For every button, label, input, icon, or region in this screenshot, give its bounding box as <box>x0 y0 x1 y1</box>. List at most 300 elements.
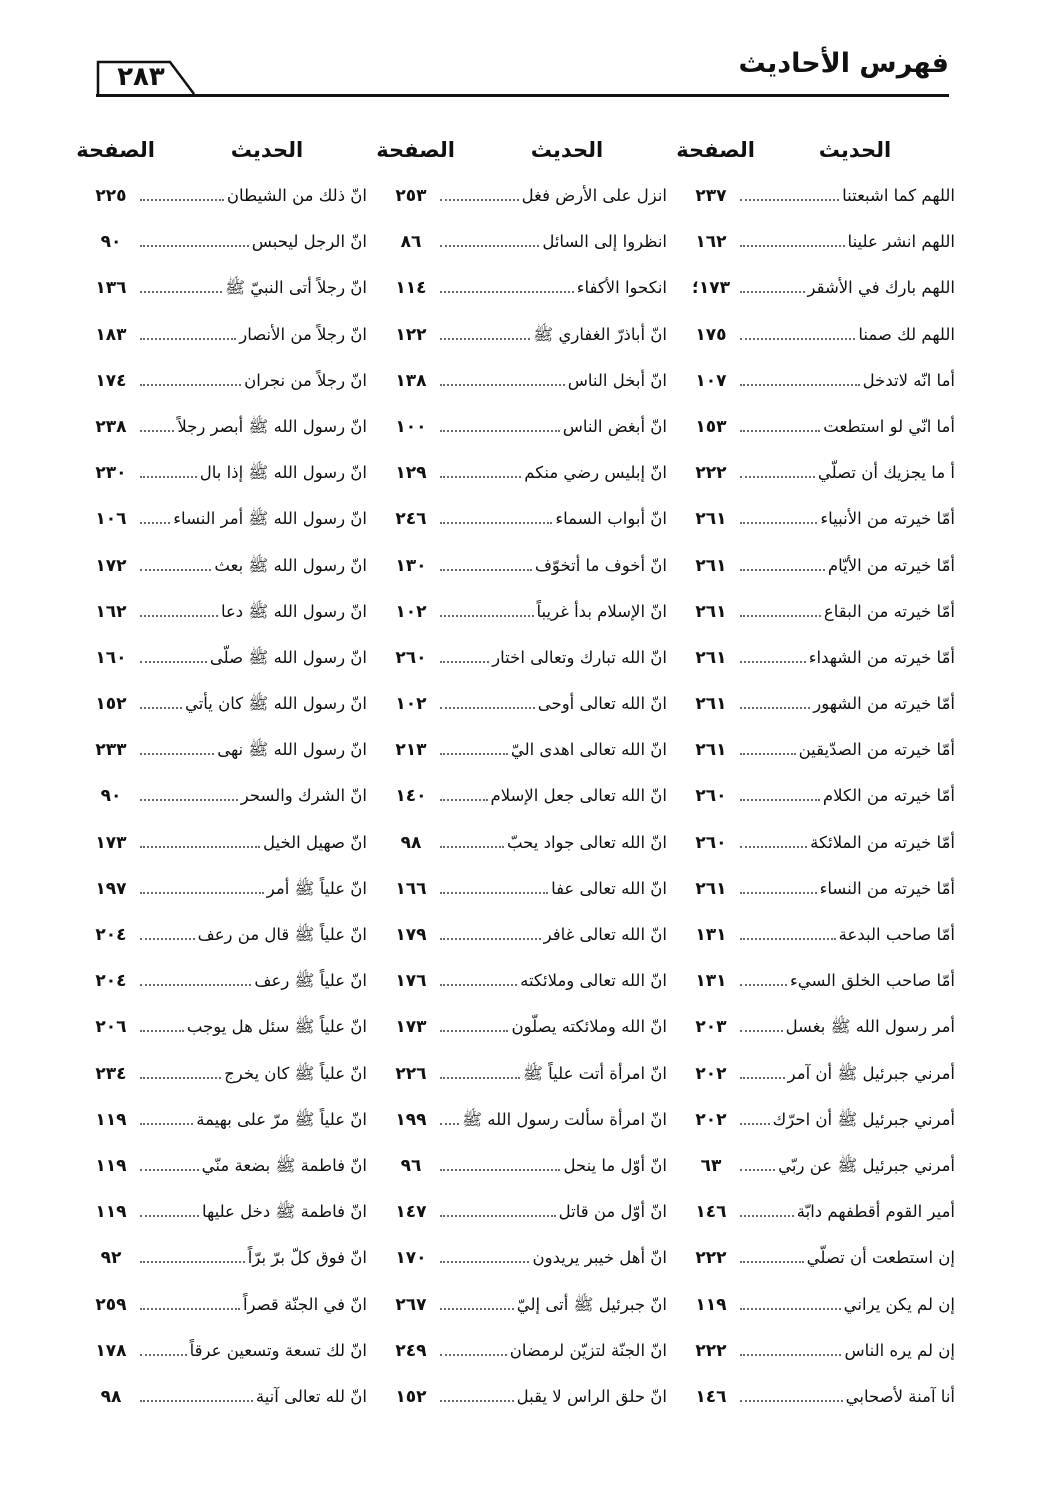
hadith-text: انّ فوق كلّ برّ برّاً <box>247 1248 367 1268</box>
column-heading-hadith: الحديث <box>530 138 604 162</box>
index-entry <box>85 925 367 971</box>
hadith-text: انّ رسول الله ﷺ أمر النساء <box>173 509 367 529</box>
index-entry <box>85 694 367 740</box>
hadith-text: أمرني جبرئيل ﷺ أن آمر <box>787 1063 955 1083</box>
hadith-text: انّ رسول الله ﷺ إذا بال <box>199 463 367 483</box>
dot-leader <box>140 787 238 802</box>
page-ref: ٢٣٣ <box>95 740 127 761</box>
hadith-text: أمّا خيرته من الأنبياء <box>820 509 955 529</box>
index-entry <box>685 1248 955 1294</box>
hadith-text: انّ أباذرّ الغفاري ﷺ <box>533 324 667 344</box>
dot-leader <box>140 556 211 571</box>
dot-leader <box>140 371 241 386</box>
page-ref: ١٣١ <box>695 925 727 945</box>
index-entry <box>385 186 667 232</box>
index-entry <box>685 1156 955 1202</box>
dot-leader <box>140 1156 199 1171</box>
page-ref: ١٨٣ <box>95 324 127 345</box>
hadith-text: انّ فاطمة ﷺ دخل عليها <box>201 1202 367 1222</box>
hadith-text: انّ الله تعالى جواد يحبّ <box>506 832 667 852</box>
page-ref: ١٩٩ <box>395 1109 427 1130</box>
hadith-text: انّ صهيل الخيل <box>262 832 367 852</box>
dot-leader <box>740 417 820 432</box>
page-ref: ٢٠٣ <box>695 1017 727 1038</box>
hadith-text: انّ ذلك من الشيطان <box>226 186 367 205</box>
index-entry <box>385 1017 667 1063</box>
hadith-text: إن لم يره الناس <box>844 1340 955 1360</box>
hadith-text: أمّا خيرته من الصدّيقين <box>798 740 955 760</box>
page-ref: ٢٦٧ <box>395 1294 427 1315</box>
hadith-text: انّ علياً ﷺ أمر <box>266 878 367 898</box>
column-header <box>76 138 367 172</box>
page-ref: ٢٤٦ <box>395 509 427 530</box>
dot-leader <box>140 971 251 986</box>
dot-leader <box>140 1110 193 1125</box>
page-ref: ١٠٦ <box>95 509 127 530</box>
page-ref: ١٧٦ <box>395 971 427 992</box>
index-entry <box>685 556 955 602</box>
column-header <box>376 138 667 172</box>
hadith-text: انّ امرأة أتت علياً ﷺ <box>522 1063 667 1083</box>
index-entry <box>385 1295 667 1341</box>
hadith-text: انّ علياً ﷺ سئل هل يوجب <box>186 1017 367 1037</box>
hadith-text: إن استطعت أن تصلّي <box>806 1248 955 1268</box>
page-ref: ٩٨ <box>400 832 422 853</box>
page-ref: ٢٦١ <box>695 740 727 761</box>
page-ref: ١٠٢ <box>395 601 427 622</box>
hadith-text: انّ الله تبارك وتعالى اختار <box>492 647 667 667</box>
dot-leader <box>140 1248 245 1263</box>
hadith-text: أمّا خيرته من الملائكة <box>810 832 955 852</box>
hadith-text: انّ الله تعالى اهدى اليّ <box>510 740 667 760</box>
entry-list <box>685 186 955 1433</box>
index-entry <box>685 833 955 879</box>
page-ref: ٢٦٠ <box>695 786 727 807</box>
index-entry <box>385 925 667 971</box>
index-entry <box>85 1295 367 1341</box>
page-ref: ١١٩ <box>695 1294 727 1315</box>
dot-leader <box>740 694 810 709</box>
page-ref: ٢٣٨ <box>95 416 127 437</box>
dot-leader <box>440 879 548 894</box>
hadith-text: أمير القوم أقطفهم دابّة <box>796 1202 955 1222</box>
page-ref: ٢٦٠ <box>695 832 727 853</box>
hadith-text: انّ علياً ﷺ رعف <box>254 971 367 991</box>
hadith-text: أمرني جبرئيل ﷺ أن احرّك <box>772 1109 955 1129</box>
index-entry <box>85 648 367 694</box>
page-ref: ٢٥٣ <box>395 186 427 206</box>
index-entry <box>385 325 667 371</box>
page-ref: ١٦٢ <box>695 232 727 253</box>
page-ref: ١٧٣ <box>395 1017 427 1038</box>
page-ref: ١١٩ <box>95 1155 127 1176</box>
hadith-text: أمّا خيرته من البقاع <box>823 601 955 621</box>
dot-leader <box>740 232 845 247</box>
hadith-text: انّ رجلاً أتى النبيّ ﷺ <box>225 278 367 298</box>
index-entry <box>385 232 667 278</box>
dot-leader <box>440 971 517 986</box>
page-number-box <box>96 58 196 94</box>
page-ref: ٦٣ <box>700 1155 722 1176</box>
dot-leader <box>440 509 552 524</box>
index-entry <box>685 786 955 832</box>
index-entry <box>685 509 955 555</box>
page-ref: ١٢٩ <box>395 463 427 484</box>
index-entry <box>685 1387 955 1433</box>
dot-leader <box>740 648 806 663</box>
index-entry <box>385 694 667 740</box>
index-entry <box>385 1110 667 1156</box>
dot-leader <box>740 833 807 848</box>
page-ref: ٩٠ <box>100 232 122 253</box>
index-entry <box>85 1202 367 1248</box>
page-ref: ١٠٢ <box>395 694 427 715</box>
index-entry <box>85 278 367 324</box>
page-ref: ١٧٩ <box>395 925 427 945</box>
dot-leader <box>740 879 817 894</box>
index-entry <box>85 371 367 417</box>
page-ref: ٢٠٢ <box>695 1109 727 1130</box>
index-entry <box>85 417 367 463</box>
index-entry <box>385 648 667 694</box>
index-entry <box>385 463 667 509</box>
dot-leader <box>440 1064 520 1079</box>
entry-list <box>385 186 667 1433</box>
dot-leader <box>140 602 218 617</box>
hadith-text: انّ رجلاً من الأنصار <box>239 324 367 344</box>
dot-leader <box>440 232 539 247</box>
page-ref: ١٤٧ <box>395 1202 427 1223</box>
entry-list <box>85 186 367 1433</box>
dot-leader <box>140 509 170 524</box>
index-entry <box>385 556 667 602</box>
page-ref: ٢٥٩ <box>95 1294 127 1315</box>
index-entry <box>685 694 955 740</box>
dot-leader <box>440 279 574 294</box>
index-entry <box>685 186 955 232</box>
dot-leader <box>740 1295 841 1310</box>
page-ref: ١٤٦ <box>695 1202 727 1223</box>
index-entry <box>685 971 955 1017</box>
dot-leader <box>140 279 222 294</box>
page-ref: ١١٤ <box>395 278 427 299</box>
hadith-text: انّ علياً ﷺ كان يخرج <box>224 1063 367 1083</box>
index-column-3 <box>76 138 367 1433</box>
hadith-text: انّ أهل خيبر يريدون <box>532 1248 667 1268</box>
hadith-text: انّ علياً ﷺ مرّ على بهيمة <box>196 1109 367 1129</box>
dot-leader <box>740 1248 804 1263</box>
index-entry <box>85 325 367 371</box>
page-ref: ٢١٣ <box>395 740 427 761</box>
dot-leader <box>140 417 174 432</box>
page-ref: ٢٢٥ <box>95 186 127 206</box>
page-ref: ١١٩ <box>95 1109 127 1130</box>
index-entry <box>85 1248 367 1294</box>
index-column-2 <box>376 138 667 1433</box>
index-entry <box>685 1202 955 1248</box>
hadith-text: انّ رسول الله ﷺ بعث <box>214 555 367 575</box>
page-ref: ١٦٠ <box>95 647 127 668</box>
hadith-text: انّ رسول الله ﷺ أبصر رجلاً <box>177 416 367 436</box>
dot-leader <box>740 325 855 340</box>
page-ref: ٩٨ <box>100 1386 122 1407</box>
dot-leader <box>140 232 249 247</box>
index-entry <box>85 509 367 555</box>
index-entry <box>385 278 667 324</box>
dot-leader <box>740 463 815 478</box>
dot-leader <box>440 740 508 755</box>
dot-leader <box>440 186 519 201</box>
index-entry <box>85 186 367 232</box>
hadith-text: انّ الله تعالى عفا <box>551 878 667 898</box>
dot-leader <box>140 925 195 940</box>
index-entry <box>85 879 367 925</box>
page-ref: ١٣٦ <box>95 278 127 299</box>
page-ref: ١٧٣ <box>95 832 127 853</box>
dot-leader <box>740 740 796 755</box>
dot-leader <box>140 325 236 340</box>
hadith-text: انّ الجنّة لتزيّن لرمضان <box>509 1340 667 1360</box>
index-entry <box>685 648 955 694</box>
header-rule <box>96 94 949 97</box>
dot-leader <box>440 602 534 617</box>
hadith-text: انّ رجلاً من نجران <box>244 370 367 390</box>
index-entry <box>385 417 667 463</box>
index-entry <box>385 1341 667 1387</box>
index-entry <box>685 325 955 371</box>
hadith-text: أمّا خيرته من الشهور <box>813 694 955 714</box>
dot-leader <box>440 1341 507 1356</box>
index-entry <box>385 740 667 786</box>
hadith-text: اللهم لك صمنا <box>858 324 955 344</box>
dot-leader <box>740 1387 843 1402</box>
page-ref: ١٧٨ <box>95 1340 127 1361</box>
page-ref: ٨٦ <box>400 232 422 253</box>
index-entry <box>685 1295 955 1341</box>
page-ref: ١٥٣ <box>695 416 727 437</box>
hadith-text: إن لم يكن يراني <box>843 1294 955 1314</box>
dot-leader <box>740 186 839 201</box>
dot-leader <box>140 1341 187 1356</box>
column-heading-hadith: الحديث <box>818 138 892 162</box>
index-entry <box>685 925 955 971</box>
dot-leader <box>440 417 560 432</box>
hadith-text: أمّا صاحب الخلق السيء <box>790 971 955 991</box>
page-number: ٢٨٣ <box>117 62 165 92</box>
hadith-text: انّ امرأة سألت رسول الله ﷺ <box>462 1109 667 1129</box>
hadith-text: انّ أبخل الناس <box>567 370 667 390</box>
dot-leader <box>140 1387 253 1402</box>
hadith-text: انّ أوّل ما ينحل <box>563 1155 667 1175</box>
index-entry <box>385 833 667 879</box>
dot-leader <box>440 787 488 802</box>
page-ref: ٩٠ <box>100 786 122 807</box>
page-ref: ١٦٦ <box>395 878 427 899</box>
page-ref: ١٣٠ <box>395 555 427 576</box>
dot-leader <box>440 833 504 848</box>
page-ref: ٢٤٩ <box>395 1340 427 1361</box>
page-ref: ١٥٢ <box>95 694 127 715</box>
dot-leader <box>740 925 836 940</box>
hadith-text: أمّا خيرته من الأيّام <box>827 555 955 575</box>
dot-leader <box>740 1064 785 1079</box>
page-ref: ٢٦١ <box>695 647 727 668</box>
dot-leader <box>740 602 821 617</box>
page-ref: ١٠٠ <box>395 416 427 437</box>
index-entry <box>685 463 955 509</box>
page-ref: ١٣٨ <box>395 370 427 391</box>
dot-leader <box>740 1018 783 1033</box>
hadith-text: انّ الرجل ليحبس <box>251 232 367 252</box>
hadith-text: اللهم بارك في الأشقر <box>807 278 955 298</box>
hadith-text: انّ أبغض الناس <box>562 416 667 436</box>
hadith-text: انّ جبرئيل ﷺ أتى إليّ <box>516 1294 667 1314</box>
index-entry <box>685 879 955 925</box>
page-ref: ٢٦١ <box>695 509 727 530</box>
hadith-text: أمرني جبرئيل ﷺ عن ربّي <box>778 1155 955 1175</box>
dot-leader <box>140 1018 184 1033</box>
hadith-text: انزل على الأرض فغل <box>521 186 667 205</box>
dot-leader <box>740 279 805 294</box>
hadith-text: انّ الله تعالى وملائكته <box>520 971 667 991</box>
dot-leader <box>140 1295 240 1310</box>
hadith-text: انكحوا الأكفاء <box>576 278 667 298</box>
column-heading-page: الصفحة <box>76 138 155 162</box>
hadith-text: أمّا خيرته من الشهداء <box>808 647 955 667</box>
dot-leader <box>740 556 825 571</box>
page-ref: ٢٢٢ <box>695 1248 727 1269</box>
dot-leader <box>440 648 489 663</box>
hadith-text: أمّا خيرته من النساء <box>819 878 955 898</box>
hadith-text: انّ حلق الراس لا يقبل <box>516 1386 667 1406</box>
dot-leader <box>440 463 521 478</box>
index-entry <box>685 1110 955 1156</box>
dot-leader <box>440 1295 514 1310</box>
hadith-text: انّ الإسلام بدأ غريباً <box>536 601 667 621</box>
column-heading-hadith: الحديث <box>230 138 304 162</box>
page-ref: ١٧٢ <box>95 555 127 576</box>
index-entry <box>385 371 667 417</box>
hadith-text: انّ أخوف ما أتخوّف <box>534 555 667 575</box>
dot-leader <box>440 325 530 340</box>
page-ref: ٢٢٦ <box>395 1063 427 1084</box>
hadith-text: انّ رسول الله ﷺ دعا <box>220 601 367 621</box>
hadith-text: انّ أبواب السماء <box>555 509 667 529</box>
dot-leader <box>140 463 197 478</box>
dot-leader <box>740 1156 775 1171</box>
hadith-text: انّ الله تعالى غافر <box>543 925 667 944</box>
index-entry <box>85 971 367 1017</box>
page-ref: ٢٣٤ <box>95 1063 127 1084</box>
index-entry <box>685 1017 955 1063</box>
hadith-text: انظروا إلى السائل <box>542 232 667 252</box>
index-entry <box>385 509 667 555</box>
index-entry <box>685 1341 955 1387</box>
hadith-text: انّ رسول الله ﷺ نهى <box>217 740 367 760</box>
hadith-text: انّ في الجنّة قصراً <box>242 1294 367 1314</box>
index-entry <box>85 602 367 648</box>
index-column-1 <box>676 138 955 1433</box>
page-ref: ١٩٧ <box>95 878 127 899</box>
page-ref: ١٣١ <box>695 971 727 992</box>
hadith-text: انّ لله تعالى آنية <box>255 1386 367 1406</box>
column-heading-page: الصفحة <box>376 138 455 162</box>
page-ref: ١٧٤ <box>95 370 127 391</box>
index-entry <box>85 786 367 832</box>
index-entry <box>685 232 955 278</box>
dot-leader <box>740 1202 794 1217</box>
hadith-text: انّ الشرك والسحر <box>240 786 367 806</box>
page-ref: ٢٦١ <box>695 555 727 576</box>
page-ref: ٢٠٤ <box>95 971 127 992</box>
page-ref: ٢٠٢ <box>695 1063 727 1084</box>
index-entry <box>685 417 955 463</box>
page-ref: ٢٦١ <box>695 694 727 715</box>
hadith-text: أمّا خيرته من الكلام <box>822 786 955 806</box>
index-entry <box>685 278 955 324</box>
running-title: فهرس الأحاديث <box>738 48 949 79</box>
hadith-text: انّ الله تعالى جعل الإسلام <box>490 786 667 806</box>
index-entry <box>85 740 367 786</box>
page-ref: ٢٣٧ <box>695 186 727 206</box>
hadith-text: انّ الله تعالى أوحى <box>537 694 667 714</box>
page-ref: ١٤٠ <box>395 786 427 807</box>
hadith-text: أمر رسول الله ﷺ بغسل <box>785 1017 955 1037</box>
hadith-text: انّ رسول الله ﷺ كان يأتي <box>184 694 367 714</box>
dot-leader <box>140 694 182 709</box>
dot-leader <box>740 1341 841 1356</box>
page-ref: ١٧٣؛ <box>692 278 730 299</box>
index-entry <box>685 371 955 417</box>
dot-leader <box>740 787 820 802</box>
hadith-text: انّ لك تسعة وتسعين عرقاً <box>189 1340 367 1360</box>
dot-leader <box>440 1156 560 1171</box>
hadith-text: انّ فاطمة ﷺ بضعة منّي <box>201 1155 367 1175</box>
page-ref: ٢٦٠ <box>395 647 427 668</box>
dot-leader <box>440 1387 514 1402</box>
dot-leader <box>740 509 817 524</box>
page-ref: ١٤٦ <box>695 1386 727 1407</box>
index-entry <box>85 1110 367 1156</box>
page-ref: ١٧٠ <box>395 1248 427 1269</box>
index-entry <box>385 602 667 648</box>
dot-leader <box>440 371 565 386</box>
index-entry <box>85 1341 367 1387</box>
index-entry <box>85 463 367 509</box>
column-heading-page: الصفحة <box>676 138 755 162</box>
column-header <box>676 138 955 172</box>
index-entry <box>385 786 667 832</box>
dot-leader <box>740 371 860 386</box>
index-entry <box>85 1387 367 1433</box>
dot-leader <box>140 1064 221 1079</box>
index-entry <box>85 1064 367 1110</box>
page-ref: ٢٠٤ <box>95 925 127 945</box>
index-entry <box>685 602 955 648</box>
page-ref: ١٠٧ <box>695 370 727 391</box>
page-ref: ١٧٥ <box>695 324 727 345</box>
page-ref: ٢٦١ <box>695 601 727 622</box>
dot-leader <box>140 879 264 894</box>
dot-leader <box>140 740 214 755</box>
page-ref: ٩٦ <box>400 1155 422 1176</box>
hadith-text: انّ إبليس رضي منكم <box>524 463 667 483</box>
hadith-text: انّ الله وملائكته يصلّون <box>511 1017 667 1037</box>
dot-leader <box>440 1248 529 1263</box>
hadith-text: أما انّي لو استطعت <box>823 416 955 436</box>
index-entry <box>385 971 667 1017</box>
index-entry <box>85 232 367 278</box>
